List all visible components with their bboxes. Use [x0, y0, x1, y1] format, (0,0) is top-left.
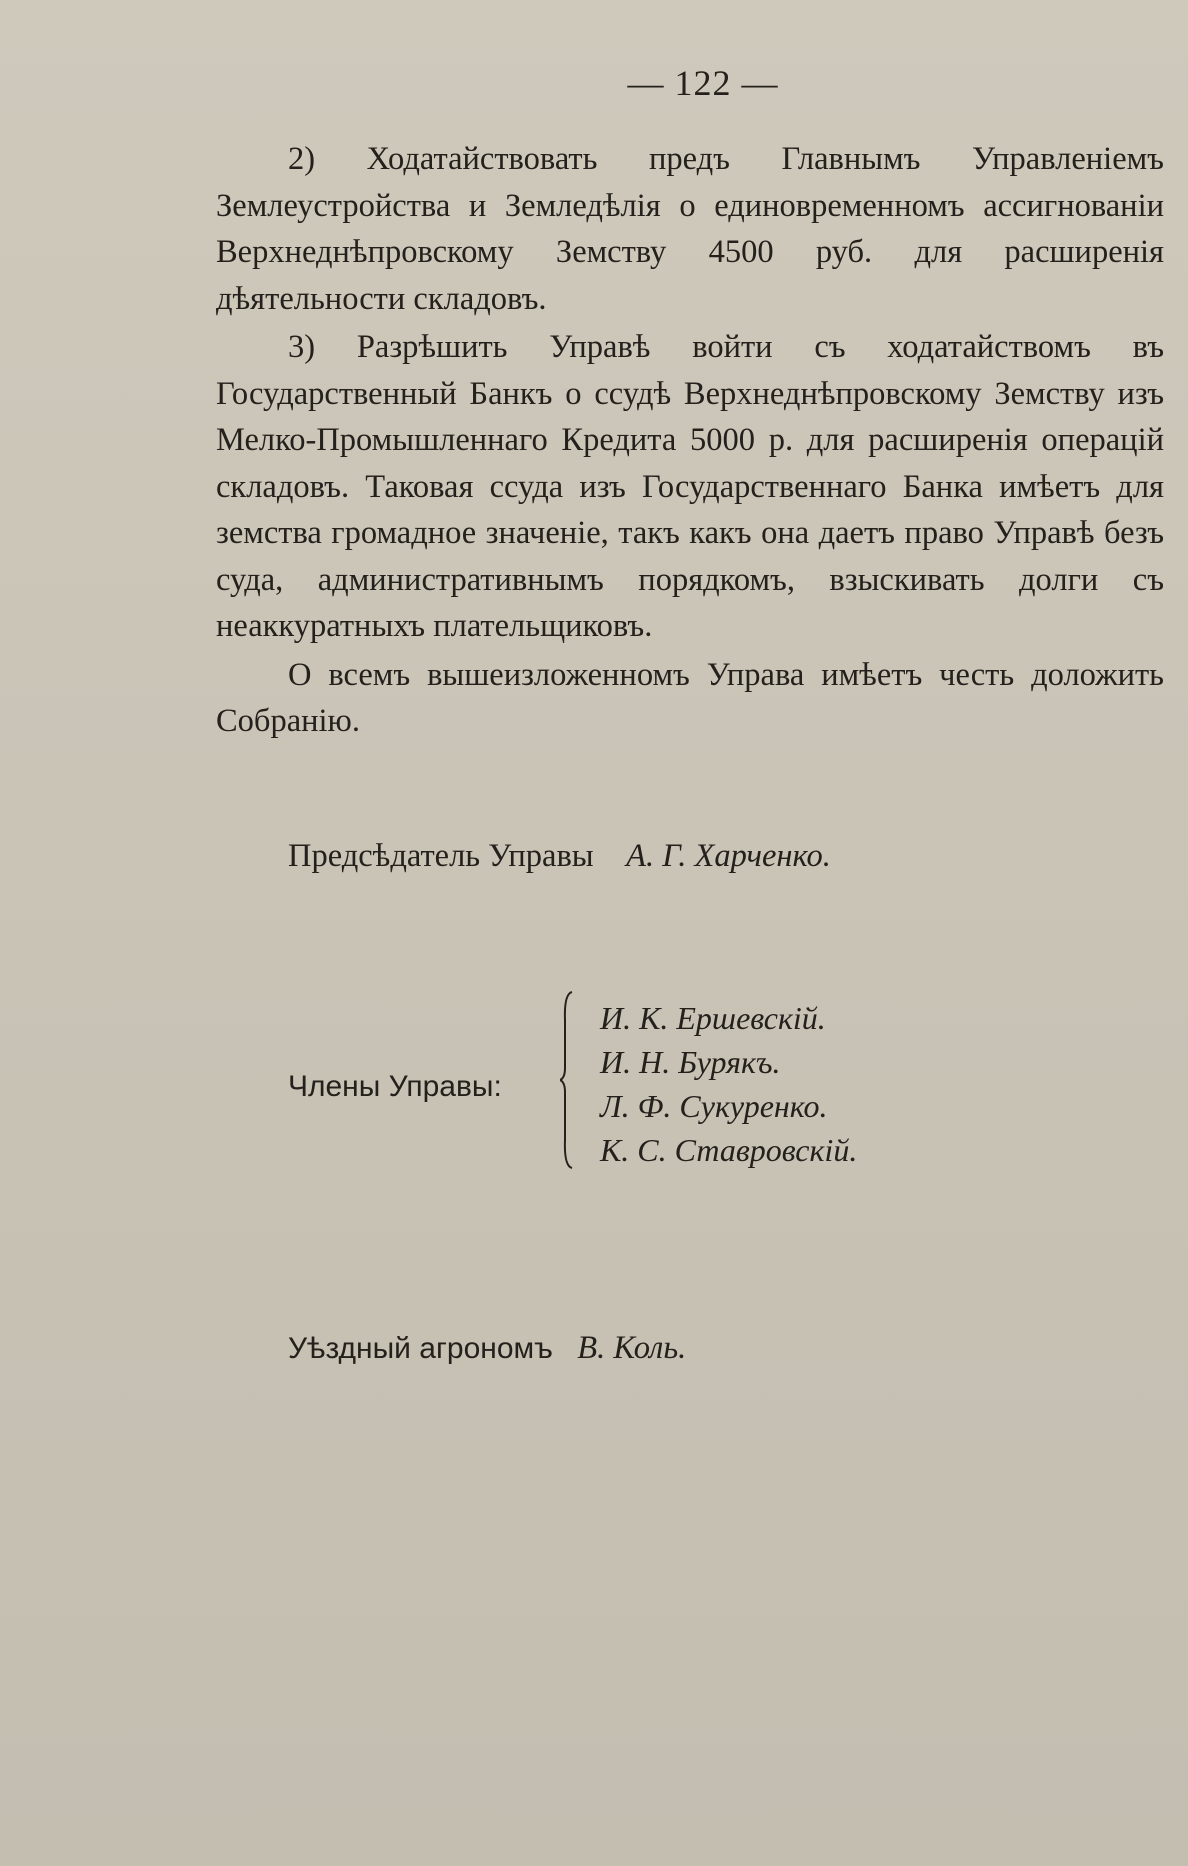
member-name: К. С. Ставровскій. [600, 1132, 858, 1168]
body-text [216, 136, 1164, 745]
member-name: И. Н. Бурякъ. [600, 1044, 781, 1080]
paragraph-3: 3) Разрѣшить Управѣ войти съ ходатайствомъ въ Государственный Банкъ о ссудѣ Верхнеднѣпровскому Земству изъ Мелко-Промышленнаго Кредита 5000 р. для расширенія операцій складовъ. Таковая ссуда изъ Государственнаго Банка имѣетъ для земства громадное значеніе, такъ какъ она даетъ право Управѣ безъ суда, административнымъ порядкомъ, взыскивать долги съ неаккуратныхъ плательщиковъ. [216, 329, 1164, 644]
members-list [600, 996, 857, 1172]
agronomist-name: В. Коль. [577, 1330, 687, 1366]
brace-icon [560, 990, 574, 1170]
member-name: Л. Ф. Сукуренко. [600, 1088, 828, 1124]
chairman-title: Предсѣдатель Управы [288, 838, 594, 874]
chairman-name: А. Г. Харченко. [626, 838, 831, 874]
agronomist-title: Уѣздный агрономъ [288, 1332, 553, 1365]
agronomist-signature [288, 1330, 686, 1367]
paragraph-2: 2) Ходатайствовать предъ Главнымъ Управленіемъ Землеустройства и Земледѣлія о единовременномъ ассигнованіи Верхнеднѣпровскому Земству 4500 руб. для расширенія дѣятельности складовъ. [216, 141, 1164, 317]
member-name: И. К. Ершевскій. [600, 1000, 826, 1036]
chairman-signature [288, 838, 831, 875]
paragraph-conclusion: О всемъ вышеизложенномъ Управа имѣетъ честь доложить Собранію. [216, 656, 1164, 739]
members-label: Члены Управы: [288, 1070, 502, 1103]
page-number: — 122 — [627, 63, 779, 103]
